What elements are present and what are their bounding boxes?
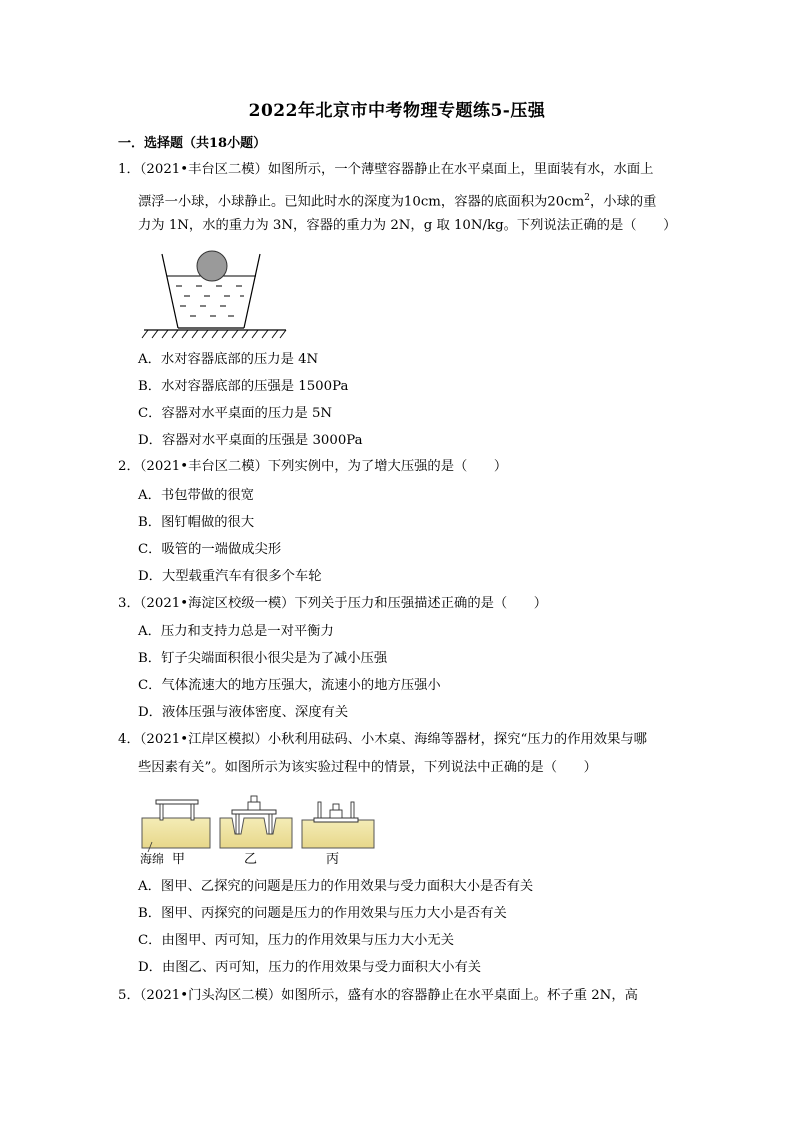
question-4-line-1: 4．（2021•江岸区模拟）小秋利用砝码、小木桌、海绵等器材，探究“压力的作用效果与哪 [118,732,647,747]
section-heading: 一．选择题（共18小题） [118,136,267,151]
question-2-option-c: C．吸管的一端做成尖形 [138,542,282,557]
question-1-option-b: B．水对容器底部的压强是 1500Pa [138,379,349,394]
question-4-option-c: C．由图甲、丙可知，压力的作用效果与压力大小无关 [138,933,455,948]
question-3-option-d: D．液体压强与液体密度、深度有关 [138,705,349,720]
question-3-option-c: C．气体流速大的地方压强大，流速小的地方压强小 [138,678,441,693]
label-sponge: 海绵 [140,852,165,866]
question-1-line-2-end: ，小球的重 [590,194,657,210]
question-2-option-a: A．书包带做的很宽 [138,488,254,503]
question-1-option-a: A．水对容器底部的压力是 4N [138,352,319,367]
question-2-option-b: B．图钉帽做的很大 [138,515,255,530]
question-4-option-a: A．图甲、乙探究的问题是压力的作用效果与受力面积大小是否有关 [138,879,534,894]
label-figure-b: 乙 [244,852,258,867]
question-3-option-b: B．钉子尖端面积很小很尖是为了减小压强 [138,651,388,666]
question-4-option-b: B．图甲、丙探究的问题是压力的作用效果与压力大小是否有关 [138,906,507,921]
question-2-line-1: 2．（2021•丰台区二模）下列实例中，为了增大压强的是（ ） [118,459,508,474]
question-2-option-d: D．大型载重汽车有很多个车轮 [138,569,322,584]
label-figure-c: 丙 [326,852,340,867]
question-1-line-3: 力为 1N，水的重力为 3N，容器的重力为 2N，g 取 10N/kg。下列说法正确的是（ ） [138,218,677,233]
question-1-line-2-text: 漂浮一小球，小球静止。已知此时水的深度为10cm，容器的底面积为20cm [138,194,585,210]
container-figure [140,248,290,340]
question-1-option-c: C．容器对水平桌面的压力是 5N [138,406,333,421]
label-figure-a: 甲 [172,852,186,867]
page-title: 2022年北京市中考物理专题练5-压强 [248,101,546,121]
question-5-line-1: 5．（2021•门头沟区二模）如图所示，盛有水的容器静止在水平桌面上。杯子重 2N，高 [118,988,638,1003]
question-4-line-2: 些因素有关”。如图所示为该实验过程中的情景，下列说法中正确的是（ ） [138,760,597,775]
question-3-line-1: 3．（2021•海淀区校级一模）下列关于压力和压强描述正确的是（ ） [118,596,548,611]
question-4-option-d: D．由图乙、丙可知，压力的作用效果与受力面积大小有关 [138,960,482,975]
question-1-option-d: D．容器对水平桌面的压强是 3000Pa [138,433,363,448]
question-1-line-1: 1．（2021•丰台区二模）如图所示，一个薄壁容器静止在水平桌面上，里面装有水，水面上 [118,162,654,177]
question-1-superscript: 2 [584,193,590,203]
question-3-option-a: A．压力和支持力总是一对平衡力 [138,624,334,639]
